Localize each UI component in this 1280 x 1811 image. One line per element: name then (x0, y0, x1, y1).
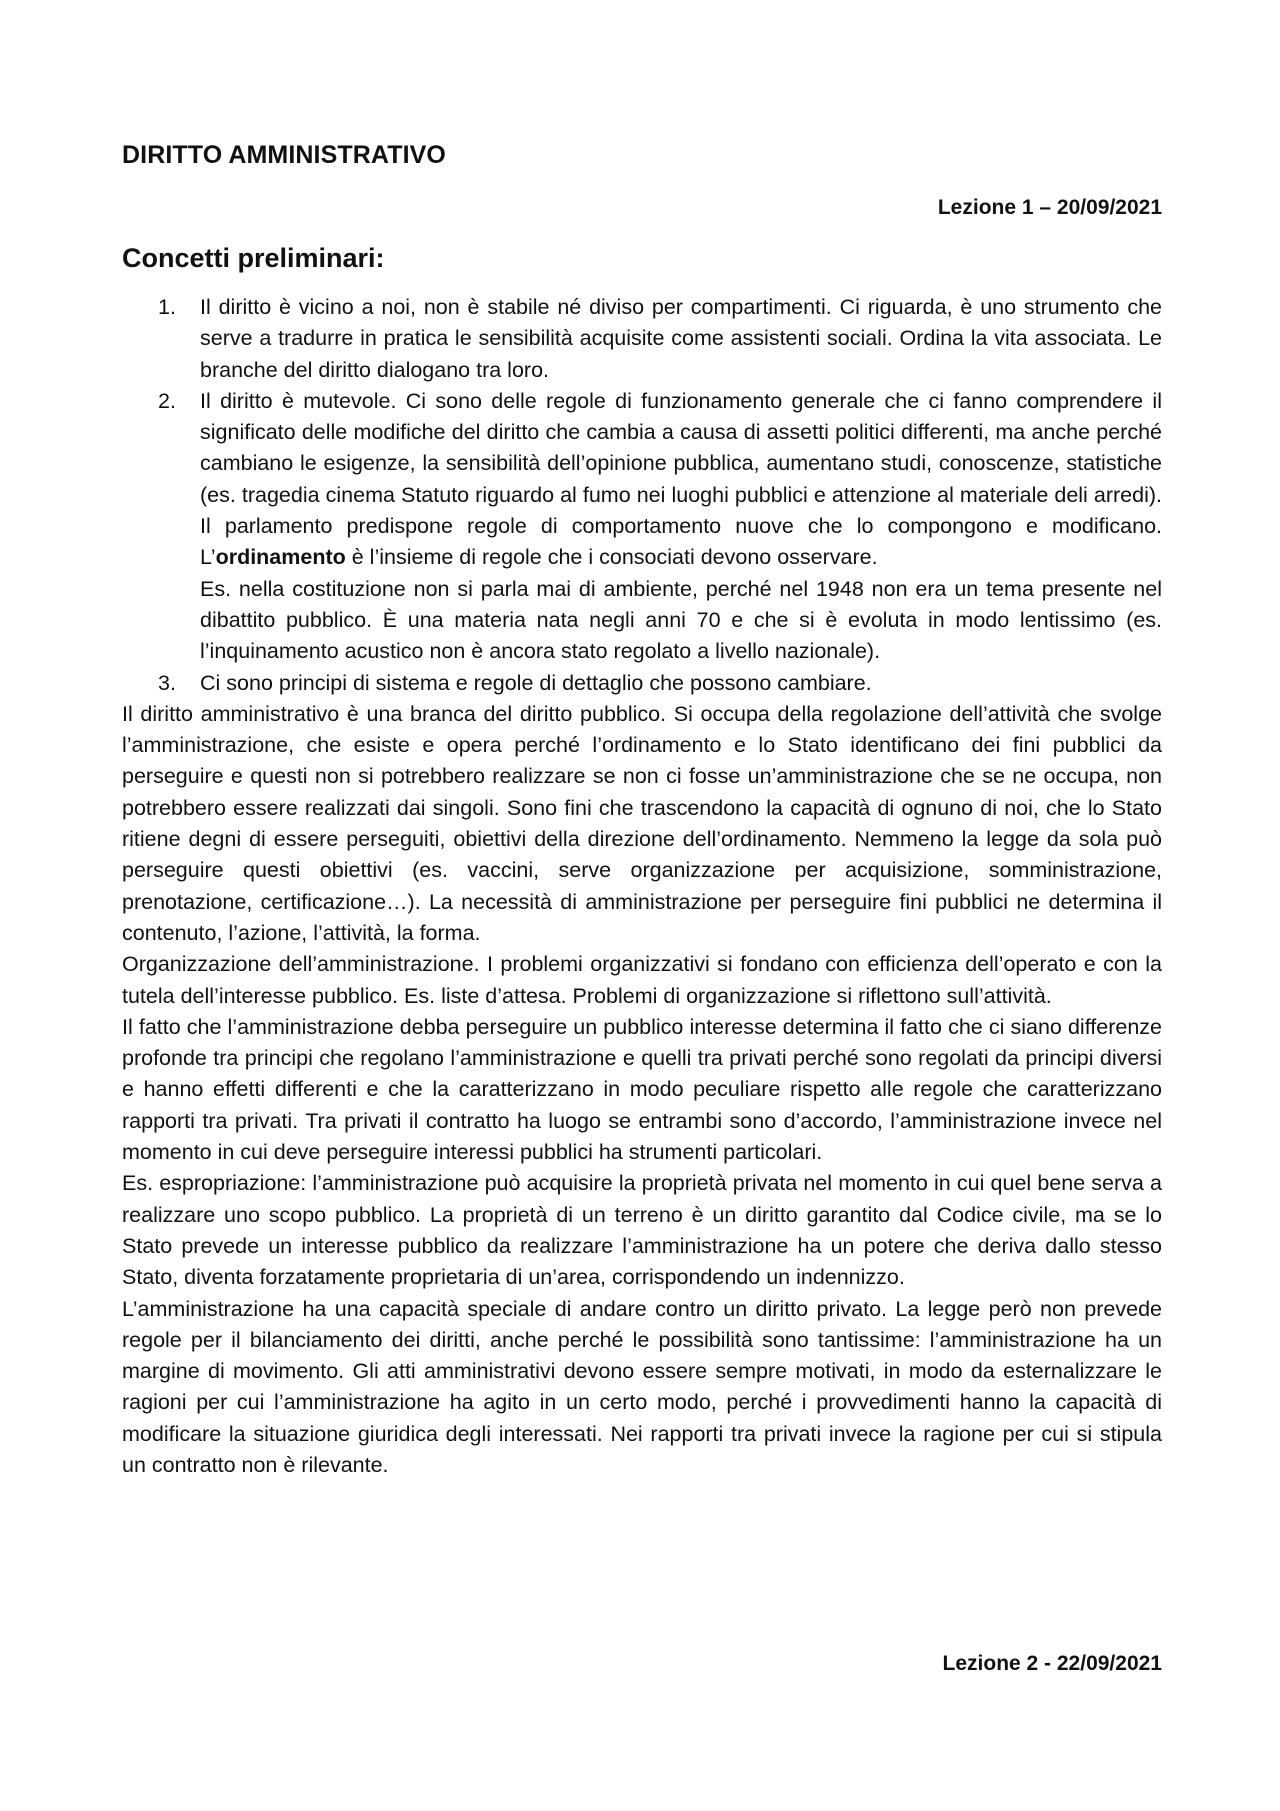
paragraph: Il diritto amministrativo è una branca del diritto pubblico. Si occupa della regolazione dell’attività che svolge l’amministrazione, che esiste e opera perché l’ordinamento e lo Stato identificano dei fini pubblici da perseguire e questi non si potrebbero realizzare se non ci fosse un’amministrazione che se ne occupa, non potrebbero essere realizzati dai singoli. Sono fini che trascendono la capacità di ognuno di noi, che lo Stato ritiene degni di essere perseguiti, obiettivi della direzione dell’ordinamento. Nemmeno la legge da sola può perseguire questi obiettivi (es. vaccini, serve organizzazione per acquisizione, somministrazione, prenotazione, certificazione…). La necessità di amministrazione per perseguire fini pubblici ne determina il contenuto, l’azione, l’attività, la forma. (122, 701, 1162, 945)
list-item-text: Ci sono principi di sistema e regole di dettaglio che possono cambiare. (200, 670, 872, 695)
concepts-list (122, 292, 1162, 699)
list-item-text-part: Il diritto è mutevole. Ci sono delle regole di funzionamento generale che ci fanno comprendere il significato delle modifiche del diritto che cambia a causa di assetti politici differenti, ma anche perché cambiano le esigenze, la sensibilità dell’opinione pubblica, aumentano studi, conoscenze, statistiche (es. tragedia cinema Statuto riguardo al fumo nei luoghi pubblici e attenzione al materiale deli arredi). Il parlamento predispone regole di comportamento nuove che lo compongono e modificano. L’ (200, 388, 1162, 570)
list-item-number: 1. (158, 295, 176, 319)
list-item-number: 2. (158, 388, 176, 413)
lesson-1-date: Lezione 1 – 20/09/2021 (937, 196, 1162, 219)
paragraph: Organizzazione dell’amministrazione. I problemi organizzativi si fondano con efficienza dell’operato e con la tutela dell’interesse pubblico. Es. liste d’attesa. Problemi di organizzazione si riflettono sull’attività. (122, 952, 1162, 1008)
bold-term: ordinamento (215, 545, 346, 570)
paragraph: Il fatto che l’amministrazione debba perseguire un pubblico interesse determina il fatto che ci siano differenze profonde tra principi che regolano l’amministrazione e quelli tra privati perché sono regolati da principi diversi e hanno effetti differenti e che la caratterizzano in modo peculiare rispetto alle regole che caratterizzano rapporti tra privati. Tra privati il contratto ha luogo se entrambi sono d’accordo, l’amministrazione invece nel momento in cui deve perseguire interessi pubblici ha strumenti particolari. (122, 1014, 1162, 1165)
document-body (122, 292, 1162, 1481)
list-item-number: 3. (158, 670, 176, 695)
section-heading: Concetti preliminari: (122, 243, 385, 273)
list-item (122, 386, 1162, 668)
list-item-example: Es. nella costituzione non si parla mai di ambiente, perché nel 1948 non era un tema presente nel dibattito pubblico. È una materia nata negli anni 70 e che si è evoluta in modo lentissimo (es. l’inquinamento acustico non è ancora stato regolato a livello nazionale). (200, 576, 1162, 664)
paragraph: L’amministrazione ha una capacità speciale di andare contro un diritto privato. La legge però non prevede regole per il bilanciamento dei diritti, anche perché le possibilità sono tantissime: l’amministrazione ha un margine di movimento. Gli atti amministrativi devono essere sempre motivati, in modo da esternalizzare le ragioni per cui l’amministrazione ha agito in un certo modo, perché i provvedimenti hanno la capacità di modificare la situazione giuridica degli interessati. Nei rapporti tra privati invece la ragione per cui si stipula un contratto non è rilevante. (122, 1296, 1162, 1477)
list-item-text: Il diritto è vicino a noi, non è stabile né diviso per compartimenti. Ci riguarda, è uno strumento che serve a tradurre in pratica le sensibilità acquisite come assistenti sociali. Ordina la vita associata. Le branche del diritto dialogano tra loro. (200, 295, 1162, 382)
paragraph: Es. espropriazione: l’amministrazione può acquisire la proprietà privata nel momento in cui quel bene serva a realizzare uno scopo pubblico. La proprietà di un terreno è un diritto garantito dal Codice civile, ma se lo Stato prevede un interesse pubblico da realizzare l’amministrazione ha un potere che deriva dallo stesso Stato, diventa forzatamente proprietaria di un’area, corrispondendo un indennizzo. (122, 1171, 1162, 1290)
list-item (122, 292, 1162, 386)
list-item-text-part: è l’insieme di regole che i consociati devono osservare. (345, 545, 878, 570)
document-title: DIRITTO AMMINISTRATIVO (122, 141, 446, 169)
lesson-2-date: Lezione 2 - 22/09/2021 (942, 1652, 1162, 1675)
list-item-text (200, 386, 1162, 574)
list-item (122, 668, 1162, 699)
